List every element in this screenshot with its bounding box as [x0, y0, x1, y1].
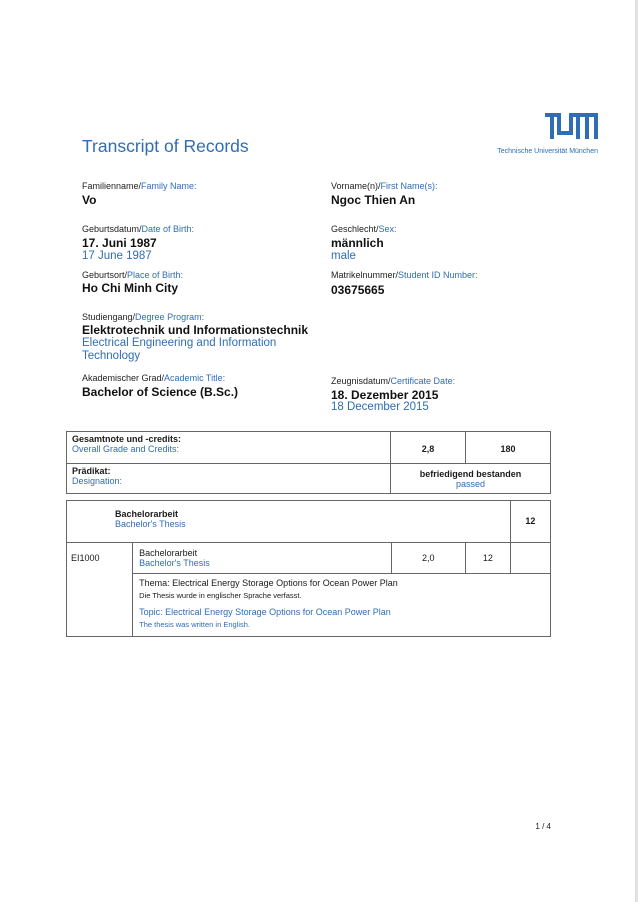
program-label: Studiengang/Degree Program:	[82, 312, 205, 322]
degree-label: Akademischer Grad/Academic Title:	[82, 373, 226, 383]
program-value-en-line1: Electrical Engineering and Information	[82, 337, 277, 349]
thesis-section-de: Bachelorarbeit	[115, 509, 179, 519]
family-name-label: Familienname/Family Name:	[82, 181, 197, 191]
thesis-section-cell	[67, 501, 511, 543]
module-grade: 2,0	[421, 553, 435, 563]
student-id-label: Matrikelnummer/Student ID Number:	[331, 270, 478, 280]
designation-value-de: befriedigend bestanden	[419, 468, 522, 479]
module-empty-cell	[510, 543, 550, 574]
first-name-value: Ngoc Thien An	[331, 193, 416, 207]
pob-value: Ho Chi Minh City	[82, 281, 178, 295]
module-credits: 12	[482, 553, 493, 563]
thesis-section-credits-cell	[510, 501, 550, 543]
module-name-cell	[133, 543, 392, 574]
thesis-topic-row	[67, 574, 551, 637]
cert-date-value-en: 18 December 2015	[331, 401, 429, 413]
dob-value-de: 17. Juni 1987	[82, 236, 157, 250]
first-name-label: Vorname(n)/First Name(s):	[331, 181, 438, 191]
designation-label-cell	[67, 464, 391, 494]
overall-grade: 2,8	[421, 443, 435, 454]
dob-value-en: 17 June 1987	[82, 250, 152, 262]
program-value-en-line2: Technology	[82, 350, 141, 362]
summary-table	[66, 431, 551, 494]
sex-value-de: männlich	[331, 236, 384, 250]
family-name-value: Vo	[82, 193, 97, 207]
university-name: Technische Universität München	[497, 148, 598, 155]
overall-grade-cell	[391, 432, 466, 464]
grade-label-de: Gesamtnote und -credits:	[72, 434, 182, 444]
module-name-en: Bachelor's Thesis	[139, 558, 210, 568]
thesis-table	[66, 500, 551, 637]
page-number: 1 / 4	[535, 822, 551, 831]
module-code: EI1000	[71, 553, 100, 563]
sex-value-en: male	[331, 250, 356, 262]
degree-value: Bachelor of Science (B.Sc.)	[82, 385, 239, 399]
pob-label: Geburtsort/Place of Birth:	[82, 270, 184, 280]
designation-value-cell	[391, 464, 551, 494]
module-name-de: Bachelorarbeit	[139, 548, 198, 558]
overall-credits: 180	[500, 443, 516, 454]
designation-label-de: Prädikat:	[72, 466, 111, 476]
program-value-de: Elektrotechnik und Informationstechnik	[82, 323, 309, 337]
grade-label-cell	[67, 432, 391, 464]
thesis-language-de: Die Thesis wurde in englischer Sprache verfasst.	[139, 591, 302, 600]
cert-date-label: Zeugnisdatum/Certificate Date:	[331, 376, 456, 386]
module-code-cell	[67, 543, 133, 637]
thesis-section-row	[67, 501, 551, 543]
sex-label: Geschlecht/Sex:	[331, 224, 397, 234]
module-credits-cell	[465, 543, 510, 574]
designation-value-en: passed	[455, 478, 486, 489]
thesis-topic-cell	[133, 574, 551, 637]
thesis-module-row	[67, 543, 551, 574]
dob-label: Geburtsdatum/Date of Birth:	[82, 224, 195, 234]
module-grade-cell	[391, 543, 465, 574]
thesis-section-credits: 12	[525, 516, 536, 526]
overall-credits-cell	[466, 432, 551, 464]
thesis-topic-de: Thema: Electrical Energy Storage Options for Ocean Power Plan	[139, 578, 398, 588]
student-id-value: 03675665	[331, 283, 385, 297]
tum-logo-icon	[545, 113, 598, 139]
grade-row	[67, 432, 551, 464]
thesis-section-en: Bachelor's Thesis	[115, 519, 186, 529]
thesis-topic-en: Topic: Electrical Energy Storage Options for Ocean Power Plan	[139, 607, 391, 617]
thesis-language-en: The thesis was written in English.	[139, 620, 251, 629]
designation-row	[67, 464, 551, 494]
grade-label-en: Overall Grade and Credits:	[72, 444, 180, 454]
document-title: Transcript of Records	[82, 136, 249, 156]
designation-label-en: Designation:	[72, 476, 123, 486]
cert-date-value-de: 18. Dezember 2015	[331, 388, 439, 402]
